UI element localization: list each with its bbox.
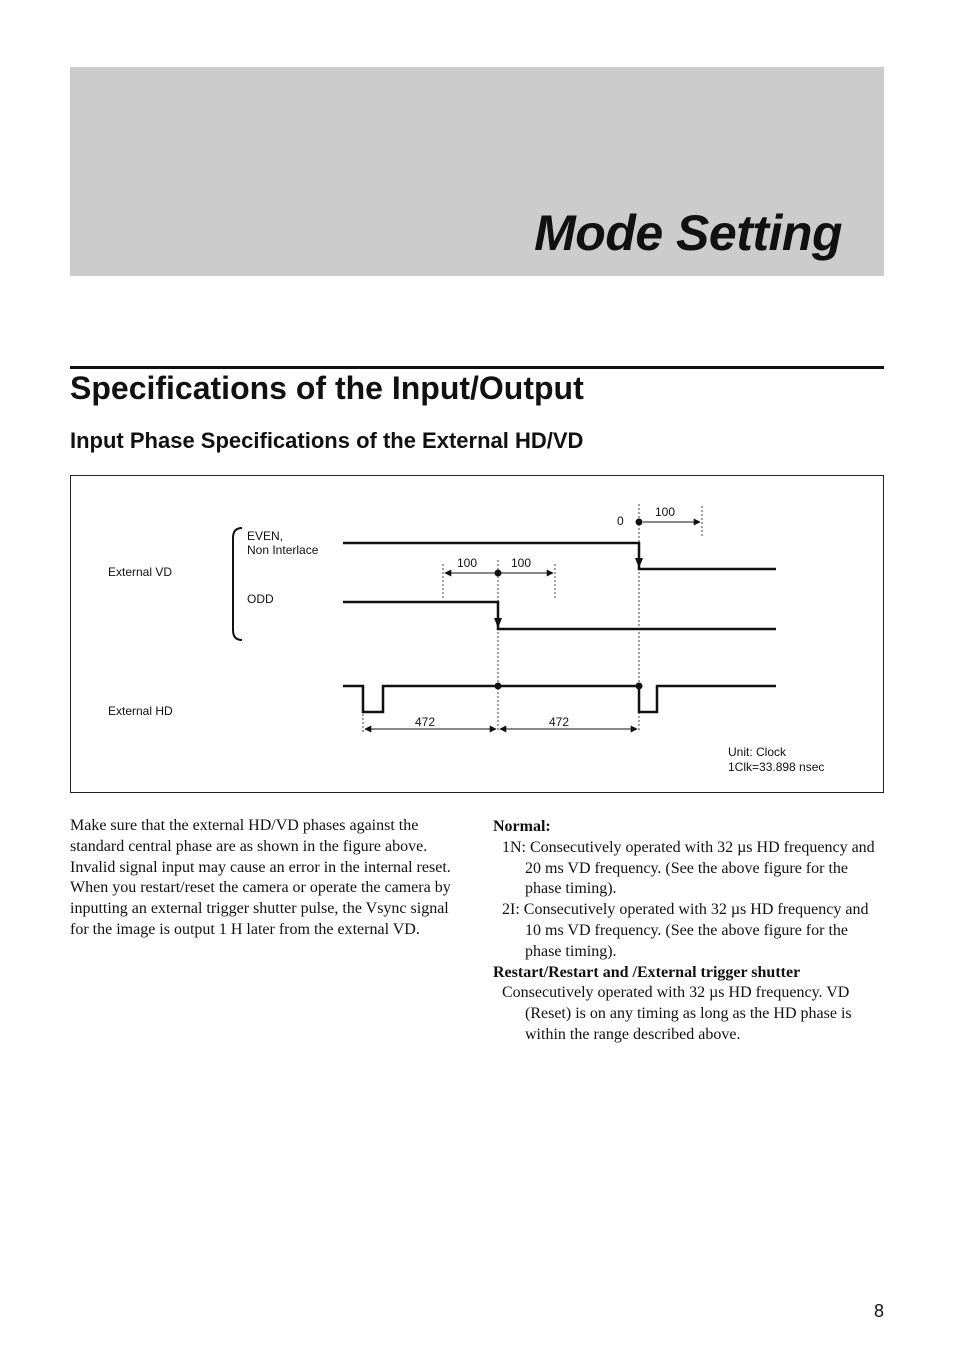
- vd-even-edge-arrow: [635, 558, 643, 568]
- restart-heading: Restart/Restart and /External trigger shutter: [493, 963, 801, 981]
- subsection-title: Input Phase Specifications of the External HD/VD: [70, 428, 584, 453]
- label-dim-hd-right: 472: [549, 715, 570, 729]
- label-odd: ODD: [247, 592, 274, 606]
- ref-dot: [495, 683, 502, 690]
- label-dim-right: 100: [511, 556, 532, 570]
- description-left: [70, 816, 462, 941]
- section-title: Specifications of the Input/Output: [70, 370, 584, 406]
- ref-dot: [636, 683, 643, 690]
- label-zero: 0: [617, 514, 624, 528]
- vd-odd-waveform: [343, 602, 776, 629]
- label-clock-period: 1Clk=33.898 nsec: [728, 760, 825, 774]
- restart-item: Consecutively operated with 32 µs HD frequency. VD (Reset) is on any timing as long as the HD phase is within the range described above.: [502, 984, 852, 1043]
- vd-even-waveform: [343, 543, 776, 569]
- label-dim-left: 100: [457, 556, 478, 570]
- chapter-banner: [70, 67, 884, 276]
- ref-dot: [636, 519, 643, 526]
- normal-heading: Normal:: [493, 818, 551, 835]
- paragraph: When you restart/reset the camera or operate the camera by inputting an external trigger shutter pulse, the Vsync signal for the image is output 1 H later from the external VD.: [70, 879, 451, 938]
- hd-waveform: [343, 686, 776, 712]
- mode-2i-item: 2I: Consecutively operated with 32 µs HD frequency and 10 ms VD frequency. (See the above figure for the phase timing).: [502, 901, 869, 960]
- label-non-interlace: Non Interlace: [247, 543, 319, 557]
- ref-dot: [495, 570, 502, 577]
- paragraph: Make sure that the external HD/VD phases against the standard central phase are as shown in the figure above. Invalid signal input may cause an error in the internal reset.: [70, 817, 451, 876]
- chapter-title: Mode Setting: [534, 205, 842, 261]
- label-dim-hd-left: 472: [415, 715, 436, 729]
- label-external-vd: External VD: [108, 565, 173, 579]
- guide-lines: [363, 504, 702, 734]
- description-right: [493, 817, 885, 1046]
- label-unit: Unit: Clock: [728, 745, 787, 759]
- mode-1n-item: 1N: Consecutively operated with 32 µs HD frequency and 20 ms VD frequency. (See the above figure for the phase timing).: [502, 838, 875, 898]
- timing-diagram: [70, 475, 884, 793]
- page-number: 8: [873, 1301, 884, 1321]
- label-external-hd: External HD: [108, 704, 173, 718]
- vd-bracket: [233, 528, 242, 640]
- vd-odd-edge-arrow: [494, 618, 502, 628]
- label-dim-top: 100: [655, 505, 676, 519]
- label-even: EVEN,: [247, 529, 284, 543]
